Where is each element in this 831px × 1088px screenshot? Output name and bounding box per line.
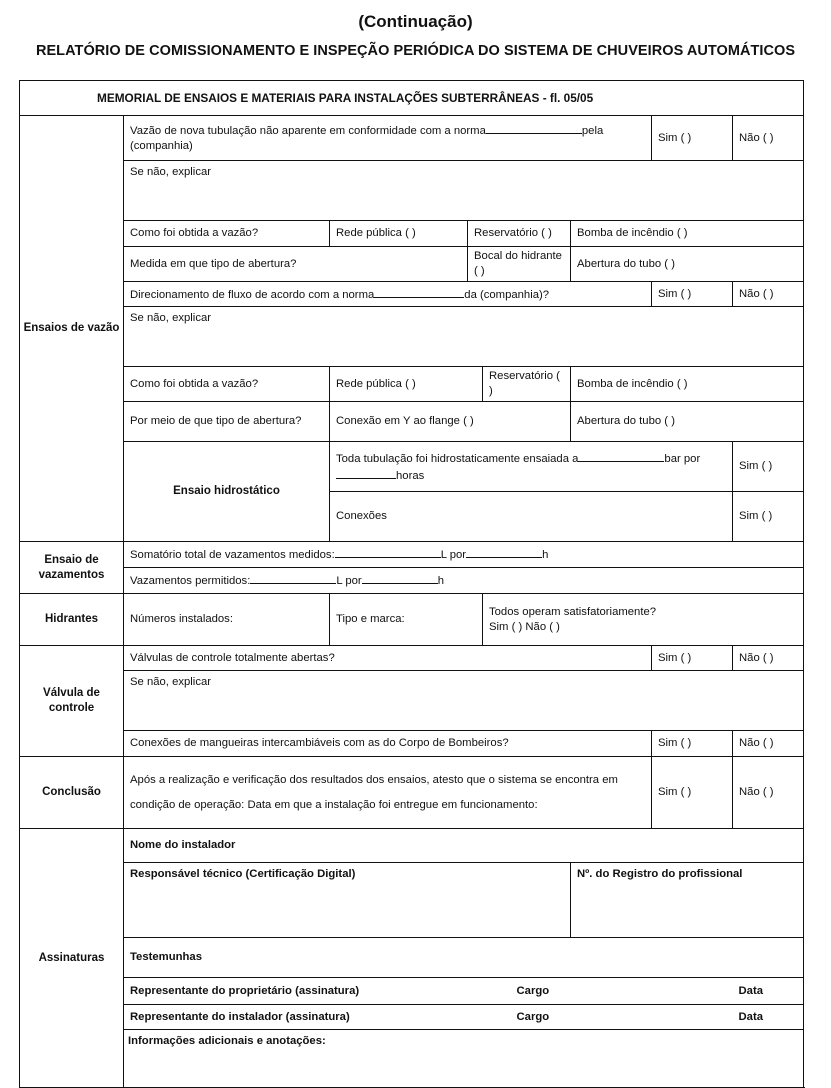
data-label[interactable]: Data xyxy=(733,1005,804,1030)
por-meio-abertura-label: Por meio de que tipo de abertura? xyxy=(124,402,330,442)
responsavel-tecnico-field[interactable]: Responsável técnico (Certificação Digital) xyxy=(124,863,571,938)
rede-publica-option[interactable]: Rede pública ( ) xyxy=(330,367,483,402)
sim-checkbox[interactable]: Sim ( ) xyxy=(733,442,804,492)
explain-field[interactable]: Se não, explicar xyxy=(124,161,804,221)
como-obtida-label: Como foi obtida a vazão? xyxy=(124,367,330,402)
registro-profissional-field[interactable]: Nº. do Registro do profissional xyxy=(571,863,804,938)
section-ensaios-vazao: Ensaios de vazão xyxy=(20,116,124,542)
sim-checkbox[interactable]: Sim ( ) xyxy=(652,731,733,757)
explain-field[interactable]: Se não, explicar xyxy=(124,671,804,731)
section-ensaio-hidrostatico: Ensaio hidrostático xyxy=(124,442,330,542)
todos-operam[interactable] xyxy=(483,594,804,646)
section-valvula-controle: Válvula de controle xyxy=(20,646,124,757)
table-title: MEMORIAL DE ENSAIOS E MATERIAIS PARA INSTALAÇÕES SUBTERRÂNEAS - fl. 05/05 xyxy=(20,81,804,116)
numeros-instalados-field[interactable]: Números instalados: xyxy=(124,594,330,646)
q-hidrostatico: Toda tubulação foi hidrostaticamente ensaiada a bar porhoras xyxy=(330,442,733,492)
bomba-option[interactable]: Bomba de incêndio ( ) xyxy=(571,221,804,247)
explain-field[interactable]: Se não, explicar xyxy=(124,307,804,367)
q-direcionamento: Direcionamento de fluxo de acordo com a norma da (companhia)? xyxy=(124,282,652,307)
rep-instalador-label[interactable]: Representante do instalador (assinatura) xyxy=(124,1005,511,1030)
abertura-tubo-option[interactable]: Abertura do tubo ( ) xyxy=(571,402,804,442)
vazamentos-permitidos: Vazamentos permitidos: L por h xyxy=(124,568,804,594)
nao-checkbox[interactable]: Não ( ) xyxy=(733,731,804,757)
todos-operam-label: Todos operam satisfatoriamente? xyxy=(489,605,657,618)
testemunhas-field[interactable]: Testemunhas xyxy=(124,938,804,978)
rede-publica-option[interactable]: Rede pública ( ) xyxy=(330,221,468,247)
somatorio-vazamentos: Somatório total de vazamentos medidos: L por h xyxy=(124,542,804,568)
sim-checkbox[interactable]: Sim ( ) xyxy=(652,116,733,161)
q-vazao-conformidade: Vazão de nova tubulação não aparente em conformidade com a norma pela (companhia) xyxy=(124,116,652,161)
reservatorio-option[interactable]: Reservatório ( ) xyxy=(483,367,571,402)
sim-checkbox[interactable]: Sim ( ) xyxy=(733,492,804,542)
section-assinaturas: Assinaturas xyxy=(20,829,124,1088)
section-ensaio-vazamentos: Ensaio de vazamentos xyxy=(20,542,124,594)
nao-checkbox[interactable]: Não ( ) xyxy=(733,757,804,829)
cargo-label[interactable]: Cargo xyxy=(511,1005,733,1030)
sim-checkbox[interactable]: Sim ( ) xyxy=(652,646,733,671)
conclusao-text: Após a realização e verificação dos resultados dos ensaios, atesto que o sistema se encontra em condição de operação: Data em que a instalação foi entregue em funcionamento: xyxy=(124,757,652,829)
document-title: RELATÓRIO DE COMISSIONAMENTO E INSPEÇÃO PERIÓDICA DO SISTEMA DE CHUVEIROS AUTOMÁTICOS xyxy=(35,43,796,59)
rep-proprietario-label[interactable]: Representante do proprietário (assinatura) xyxy=(124,978,511,1005)
valvulas-abertas-label: Válvulas de controle totalmente abertas? xyxy=(124,646,652,671)
reservatorio-option[interactable]: Reservatório ( ) xyxy=(468,221,571,247)
report-table xyxy=(19,80,804,1088)
nao-checkbox[interactable]: Não ( ) xyxy=(733,116,804,161)
data-label[interactable]: Data xyxy=(733,978,804,1005)
conexao-y-option[interactable]: Conexão em Y ao flange ( ) xyxy=(330,402,571,442)
abertura-tubo-option[interactable]: Abertura do tubo ( ) xyxy=(571,247,804,282)
continuation-label: (Continuação) xyxy=(358,12,473,31)
medida-abertura-label: Medida em que tipo de abertura? xyxy=(124,247,468,282)
sim-nao-options[interactable]: Sim ( ) Não ( ) xyxy=(489,620,560,633)
nao-checkbox[interactable]: Não ( ) xyxy=(733,282,804,307)
section-hidrantes: Hidrantes xyxy=(20,594,124,646)
tipo-marca-field[interactable]: Tipo e marca: xyxy=(330,594,483,646)
informacoes-adicionais-field[interactable]: Informações adicionais e anotações: xyxy=(124,1030,804,1088)
nao-checkbox[interactable]: Não ( ) xyxy=(733,646,804,671)
nome-instalador-field[interactable]: Nome do instalador xyxy=(124,829,804,863)
section-conclusao: Conclusão xyxy=(20,757,124,829)
conexoes-label: Conexões xyxy=(330,492,733,542)
bocal-hidrante-option[interactable]: Bocal do hidrante ( ) xyxy=(468,247,571,282)
mangueiras-label: Conexões de mangueiras intercambiáveis com as do Corpo de Bombeiros? xyxy=(124,731,652,757)
bomba-option[interactable]: Bomba de incêndio ( ) xyxy=(571,367,804,402)
sim-checkbox[interactable]: Sim ( ) xyxy=(652,757,733,829)
como-obtida-label: Como foi obtida a vazão? xyxy=(124,221,330,247)
sim-checkbox[interactable]: Sim ( ) xyxy=(652,282,733,307)
cargo-label[interactable]: Cargo xyxy=(511,978,733,1005)
